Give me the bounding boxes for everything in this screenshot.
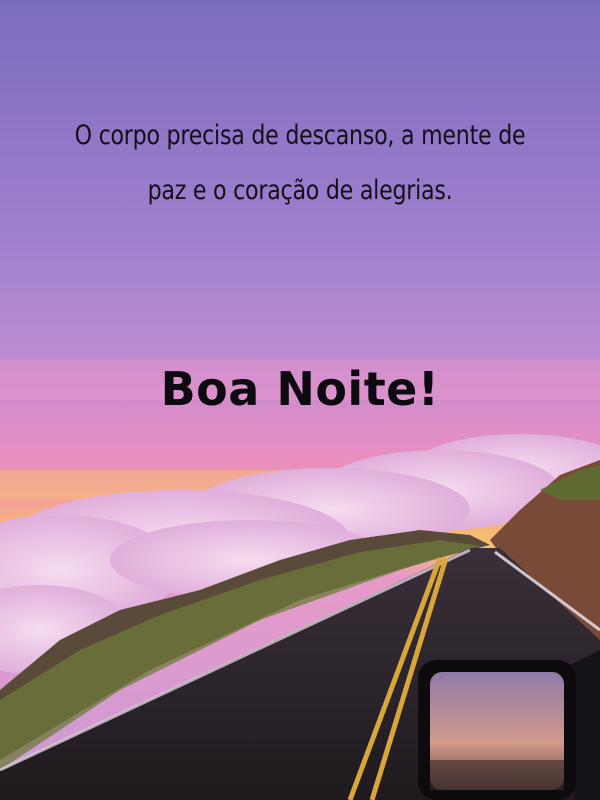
quote-line-2: paz e o coração de alegrias.	[147, 175, 453, 206]
greeting-title: Boa Noite!	[160, 362, 440, 416]
quote-line-1: O corpo precisa de descanso, a mente de	[74, 120, 526, 151]
side-mirror	[418, 650, 600, 800]
quote-text	[70, 108, 529, 218]
